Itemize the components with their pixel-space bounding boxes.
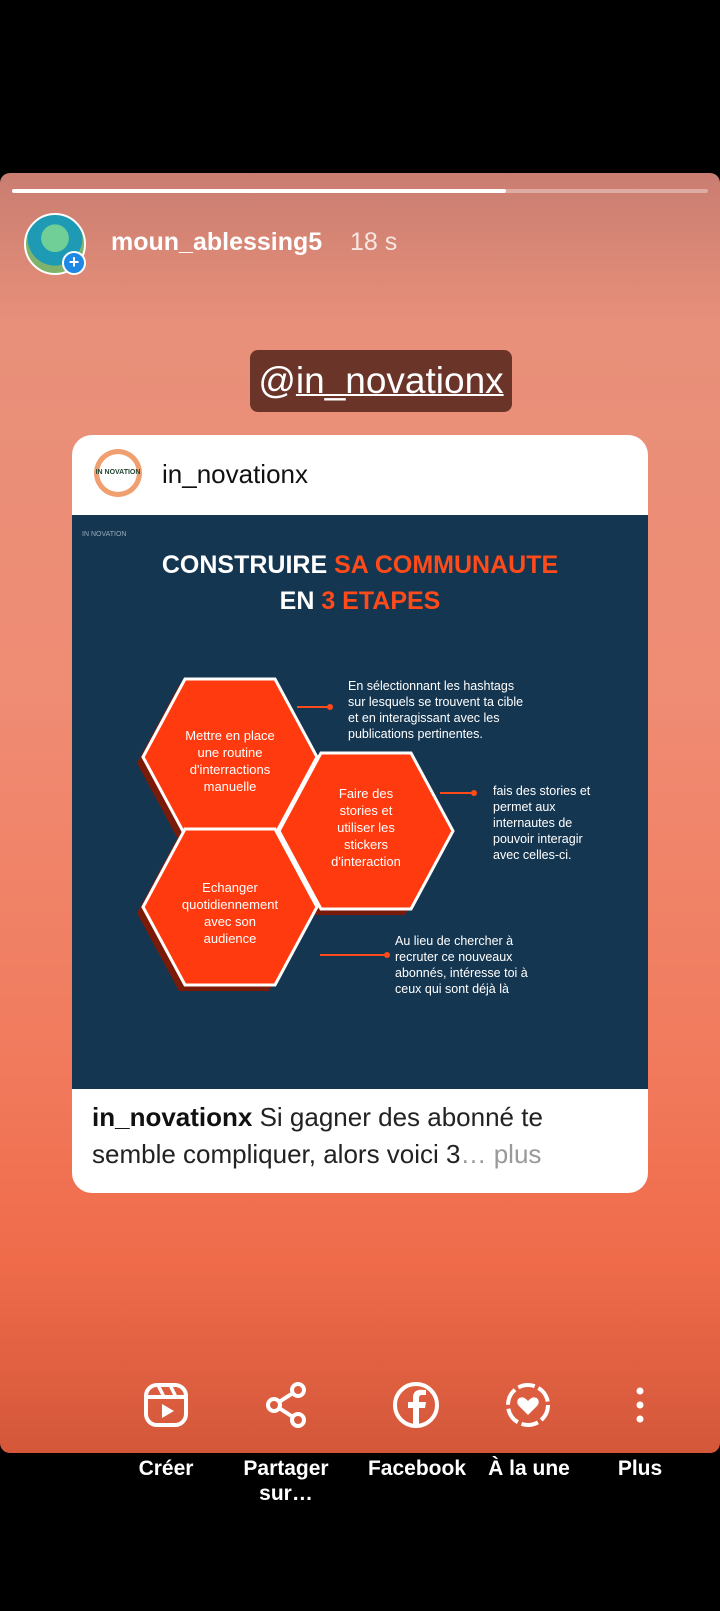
desc2-line: avec celles-ci. xyxy=(493,848,572,862)
add-story-icon[interactable]: + xyxy=(62,251,86,275)
action-label-facebook[interactable]: Facebook xyxy=(367,1457,467,1480)
title-part: CONSTRUIRE xyxy=(161,551,335,579)
mention-prefix: @ xyxy=(258,360,296,401)
connector-dot xyxy=(327,704,333,710)
desc2-line: fais des stories et xyxy=(493,784,591,798)
action-label-more[interactable]: Plus xyxy=(617,1457,663,1480)
description-2 xyxy=(493,783,633,863)
title-part: EN xyxy=(279,587,322,615)
share-icon[interactable] xyxy=(262,1381,310,1429)
hexagon-2-text xyxy=(296,785,436,870)
more-vertical-icon[interactable] xyxy=(616,1381,664,1429)
story-progress-bar xyxy=(12,189,708,193)
hexagon-1-text xyxy=(160,727,300,795)
hex3-line: audience xyxy=(203,931,257,946)
hex3-line: avec son xyxy=(203,914,257,929)
desc1-line: sur lesquels se trouvent ta cible xyxy=(348,695,524,709)
connector-dot xyxy=(471,790,477,796)
hex1-line: manuelle xyxy=(203,779,257,794)
hex2-line: d'interaction xyxy=(331,854,401,869)
caption-username[interactable]: in_novationx xyxy=(92,1102,253,1132)
post-caption[interactable] xyxy=(92,1099,632,1173)
connector-dot xyxy=(384,952,390,958)
hex2-line: stories et xyxy=(339,803,393,818)
desc1-line: En sélectionnant les hashtags xyxy=(348,679,515,693)
hex3-line: quotidiennement xyxy=(181,897,279,912)
caption-ellipsis: … xyxy=(460,1139,487,1169)
desc2-line: pouvoir interagir xyxy=(493,832,583,846)
action-label-create[interactable]: Créer xyxy=(138,1457,194,1480)
desc3-line: Au lieu de chercher à xyxy=(395,934,514,948)
desc2-line: permet aux xyxy=(493,800,556,814)
title-part-accent: 3 ETAPES xyxy=(321,587,441,615)
caption-more-link[interactable]: plus xyxy=(486,1139,542,1169)
description-3 xyxy=(395,933,575,997)
hex2-line: stickers xyxy=(343,837,389,852)
hex1-line: Mettre en place xyxy=(185,728,275,743)
mention-sticker[interactable] xyxy=(250,350,512,412)
facebook-icon[interactable] xyxy=(392,1381,440,1429)
hex1-line: une routine xyxy=(197,745,263,760)
story-timestamp: 18 s xyxy=(350,228,398,256)
caption-text: Si gagner des abonné te semble compliquer, alors voici 3 xyxy=(92,1102,543,1169)
shared-post-card[interactable] xyxy=(72,435,648,1193)
story-username[interactable]: moun_ablessing5 xyxy=(111,228,323,256)
highlight-icon[interactable] xyxy=(504,1381,552,1429)
desc3-line: ceux qui sont déjà là xyxy=(395,982,509,996)
desc1-line: publications pertinentes. xyxy=(348,727,483,741)
hex2-line: utiliser les xyxy=(337,820,395,835)
reels-icon[interactable] xyxy=(142,1381,190,1429)
action-label-highlight[interactable]: À la une xyxy=(488,1457,570,1480)
action-label-share[interactable]: Partager sur… xyxy=(243,1457,329,1505)
post-account-name[interactable]: in_novationx xyxy=(162,459,308,489)
account-avatar-logo: IN NOVATION xyxy=(95,469,141,476)
story-viewer[interactable] xyxy=(0,173,720,1453)
hex2-line: Faire des xyxy=(338,786,394,801)
description-1 xyxy=(348,678,548,742)
desc1-line: et en interagissant avec les xyxy=(348,711,500,725)
hex1-line: d'interractions xyxy=(189,762,271,777)
title-part-accent: SA COMMUNAUTE xyxy=(334,551,559,579)
desc2-line: internautes de xyxy=(493,816,573,830)
hex3-line: Echanger xyxy=(202,880,258,895)
mention-handle: in_novationx xyxy=(295,360,504,401)
post-image[interactable] xyxy=(72,515,648,1089)
story-progress-fill xyxy=(12,189,506,193)
post-logo: IN NOVATION xyxy=(82,531,127,538)
hexagon-3-text xyxy=(160,879,300,947)
desc3-line: abonnés, intéresse toi à xyxy=(395,966,528,980)
desc3-line: recruter ce nouveaux xyxy=(395,950,513,964)
